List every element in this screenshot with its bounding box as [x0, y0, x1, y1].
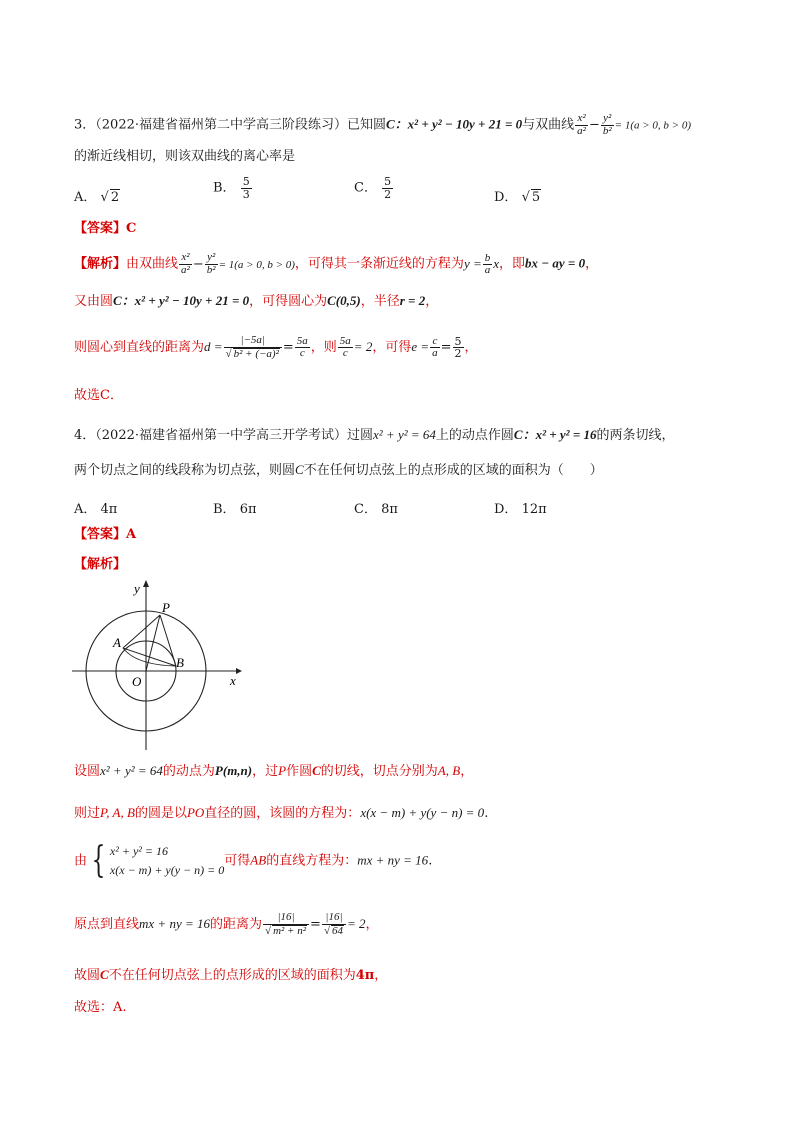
q4-solution-line3: [74, 842, 432, 880]
frac-den: m² + n²: [273, 924, 307, 937]
q3-hyperbola-frac2: [601, 113, 614, 137]
text: 由双曲线: [126, 256, 179, 272]
q4-analysis-label: 【解析】: [74, 557, 127, 572]
text: 的圆是以: [134, 806, 187, 821]
text: 的动点为: [162, 764, 215, 779]
q3-hyperbola-inline: $\frac{\text{x²}}{\text{a²}}$ − $\frac{\text{y²}}{\text{b²}}$ = 1(a > 0, b > 0): [181, 251, 295, 276]
text: ，半径: [360, 294, 400, 309]
frac: [338, 336, 353, 360]
frac: [295, 336, 310, 360]
q4-source: （2022·福建省福州第一中学高三开学考试）: [95, 428, 347, 443]
q4-option-c[interactable]: [354, 498, 398, 517]
frac-num: c: [430, 336, 440, 349]
text: 故圆: [74, 968, 101, 983]
text: ，可得其一条渐近线的方程为: [294, 256, 464, 272]
option-value: 5: [531, 190, 541, 205]
eq: =: [310, 917, 321, 933]
text: 由: [74, 853, 88, 869]
option-label: D．: [494, 190, 518, 205]
frac-num: |16|: [322, 912, 346, 925]
q3-analysis-line3: [74, 335, 478, 360]
option-frac: [241, 176, 252, 200]
frac-den: a: [484, 264, 491, 277]
text: 不在任何切点弦上的点形成的区域的面积为: [108, 968, 356, 983]
c: C: [100, 967, 109, 982]
frac-num: y²: [205, 252, 218, 265]
tangent-pb: [160, 615, 176, 666]
pts: P, A, B: [100, 805, 135, 820]
q4-solution-line5: [74, 968, 387, 982]
text: 的切线，切点分别为: [320, 764, 438, 779]
q4-inner-circle-eq: C：x² + y² = 16: [513, 427, 597, 442]
sys-line: x(x − m) + y(y − n) = 0: [109, 863, 225, 878]
text: ，: [460, 764, 474, 779]
frac: [453, 336, 464, 360]
frac-num: 5: [454, 334, 462, 348]
q3-analysis-line2: [74, 294, 438, 308]
frac-num: |−5a|: [224, 335, 282, 348]
option-value: 8π: [381, 502, 398, 517]
frac: [179, 252, 192, 276]
brace: {: [91, 840, 106, 882]
q3-line-eq: bx − ay = 0: [525, 255, 586, 271]
eq: =: [440, 340, 452, 356]
text: 直径的圆，该圆的方程为：: [204, 806, 361, 821]
text: ，: [464, 340, 478, 356]
frac-num: x²: [179, 252, 192, 265]
text: 不在任何切点弦上的点形成的区域的面积为（ ）: [303, 463, 603, 478]
frac-den: a²: [181, 263, 190, 276]
text: 过圆: [347, 428, 374, 443]
text: ，: [365, 917, 379, 933]
option-value: 6π: [239, 502, 257, 517]
point-p: P(m,n): [214, 763, 253, 778]
q3-answer: 【答案】C: [74, 221, 137, 236]
d: d =: [204, 339, 223, 355]
label-x: x: [230, 673, 236, 688]
distance-frac: $\frac{|-5a|}{\text{√ b² + (−a)²}}$: [224, 335, 282, 360]
q3-source: （2022·福建省福州第二中学高三阶段练习）: [95, 117, 347, 133]
text: ，可得: [372, 340, 412, 356]
x-axis-arrow: [236, 668, 242, 674]
frac-num: |16|: [263, 912, 309, 925]
option-value: 2: [110, 190, 120, 205]
po: PO: [186, 805, 205, 820]
frac-den: b²: [602, 124, 612, 137]
frac-num: x²: [575, 113, 588, 126]
circle-eq: x(x − m) + y(y − n) = 0: [360, 805, 485, 820]
q4-solution-line2: [74, 806, 488, 820]
q4-stem-line1: [74, 428, 675, 442]
frac: $\frac{|16|}{\text{√ m² + n²}}$: [263, 912, 309, 937]
frac-den: 2: [384, 187, 392, 201]
q3-asymptote: [463, 251, 500, 277]
c: C: [312, 763, 321, 778]
text: 的直线方程为：: [266, 853, 358, 869]
tail: = 1(a > 0, b > 0): [218, 258, 295, 271]
frac-den: a: [432, 347, 438, 360]
q3-circle-eq2: C：x² + y² − 10y + 21 = 0: [113, 293, 250, 308]
text: 的距离为: [210, 917, 263, 933]
line-eq: mx + ny = 16: [357, 852, 429, 868]
frac-den: c: [342, 347, 348, 360]
text: ，可得圆心为: [249, 294, 328, 309]
q4-answer: 【答案】A: [74, 527, 137, 542]
label-p: P: [162, 600, 170, 615]
frac: [205, 252, 218, 276]
q3-stem-line2: 的渐近线相切，则该双曲线的离心率是: [74, 149, 296, 164]
frac-den: a²: [577, 124, 586, 137]
q3-option-a[interactable]: A． √ 2: [74, 190, 120, 205]
text: 又由圆: [74, 294, 114, 309]
text: 可得: [224, 853, 251, 869]
text: .: [428, 853, 433, 869]
option-label: B．: [213, 180, 236, 196]
q3-stem-text-2: 与双曲线: [522, 117, 575, 133]
text: ，则: [310, 340, 337, 356]
frac-num: b: [484, 251, 491, 264]
q3-center: C(0,5): [327, 293, 361, 308]
option-value: 12π: [521, 502, 547, 517]
eq: x² + y² = 64: [100, 763, 163, 778]
e: e =: [411, 339, 430, 355]
q4-solution-line1: [74, 764, 473, 778]
eq: = 2: [353, 339, 373, 355]
frac-num: 5: [384, 175, 392, 188]
label-b: B: [176, 655, 184, 670]
sys-line: x² + y² = 16: [109, 844, 168, 858]
q4-solution-line4: [74, 912, 379, 937]
p: P: [278, 763, 287, 778]
label-a: A: [113, 635, 121, 650]
frac: [483, 253, 493, 277]
ab: A, B: [437, 763, 461, 778]
q3-option-c[interactable]: [354, 176, 394, 200]
val: 4π: [355, 968, 375, 983]
option-label: A．: [74, 190, 97, 205]
text: 作圆: [286, 764, 313, 779]
text: 则过: [74, 806, 101, 821]
text: .: [484, 806, 489, 821]
text: 的两条切线，: [596, 428, 675, 443]
label-o: O: [132, 674, 142, 689]
q4-outer-circle-eq: x² + y² = 64: [373, 427, 436, 442]
option-label: B．: [213, 502, 236, 517]
q3-option-b[interactable]: [213, 176, 253, 200]
option-label: C．: [354, 502, 377, 517]
q4-conclusion: 故选：A.: [74, 1000, 127, 1015]
y-axis-arrow: [143, 580, 149, 587]
asym: y =: [463, 255, 482, 271]
x: x: [493, 255, 500, 271]
option-label: C．: [354, 180, 377, 196]
frac-den: b²: [206, 263, 216, 276]
q3-radius: r = 2: [399, 293, 426, 308]
option-label: D．: [494, 502, 518, 517]
text: 上的动点作圆: [435, 428, 514, 443]
frac-num: 5: [242, 175, 250, 188]
q3-circle-equation: C：x² + y² − 10y + 21 = 0: [386, 116, 523, 132]
option-frac: [382, 176, 393, 200]
q4-circle-figure: [70, 575, 245, 755]
label-y: y: [134, 581, 140, 596]
frac: [430, 336, 440, 360]
frac-den: b² + (−a)²: [233, 347, 279, 360]
text: ，: [374, 968, 388, 983]
q3-stem-line1: 3．（2022·福建省福州第二中学高三阶段练习）已知圆C：x² + y² − 10y + 21 = 0与双曲线 $\frac{\text{x²}}{\text{a²}}$ − $\frac{\text{y²}}{\text{b²}}$ = 1(a > 0, b > 0): [74, 112, 692, 137]
q4-option-d[interactable]: [494, 498, 547, 517]
option-label: A．: [74, 502, 97, 517]
frac-den: 3: [242, 187, 250, 201]
text: 则圆心到直线的距离为: [74, 340, 205, 356]
q3-hyperbola-frac1: [575, 113, 588, 137]
q4-option-a[interactable]: [74, 498, 117, 517]
ab: AB: [250, 852, 267, 868]
q3-hyperbola-tail: = 1(a > 0, b > 0): [614, 119, 692, 132]
text: 设圆: [74, 764, 101, 779]
text: 两个切点之间的线段称为切点弦，则圆: [74, 463, 296, 478]
frac-num: 5a: [296, 334, 308, 347]
tangent-pa: [123, 615, 160, 648]
text: ，即: [499, 256, 526, 272]
frac-num: 5a: [339, 334, 351, 347]
eq: =: [282, 340, 294, 356]
q3-stem-text: 已知圆: [347, 117, 387, 133]
q4-option-b[interactable]: [213, 498, 257, 517]
q3-option-d[interactable]: D． √ 5: [494, 190, 541, 205]
frac-den: 2: [454, 347, 462, 361]
frac-num: y²: [601, 113, 614, 126]
frac-den: 64: [331, 924, 343, 937]
frac: $\frac{|16|}{√ 64}$: [322, 912, 346, 937]
text: ，: [425, 294, 439, 309]
analysis-label: 【解析】: [74, 256, 127, 272]
q3-analysis-line1: [74, 252, 598, 277]
res: = 2: [346, 916, 366, 932]
q4-number: 4．: [74, 428, 96, 443]
text: 原点到直线: [74, 917, 140, 933]
line: mx + ny = 16: [139, 916, 210, 932]
text: ，过: [252, 764, 279, 779]
q4-stem-line2: [74, 463, 603, 477]
q3-number: 3．: [74, 117, 96, 133]
option-value: 4π: [100, 502, 118, 517]
equation-system: [110, 842, 224, 880]
frac-den: c: [299, 347, 305, 360]
text: ，: [585, 256, 599, 272]
c: C: [295, 462, 304, 477]
q3-conclusion: 故选C．: [74, 388, 123, 403]
